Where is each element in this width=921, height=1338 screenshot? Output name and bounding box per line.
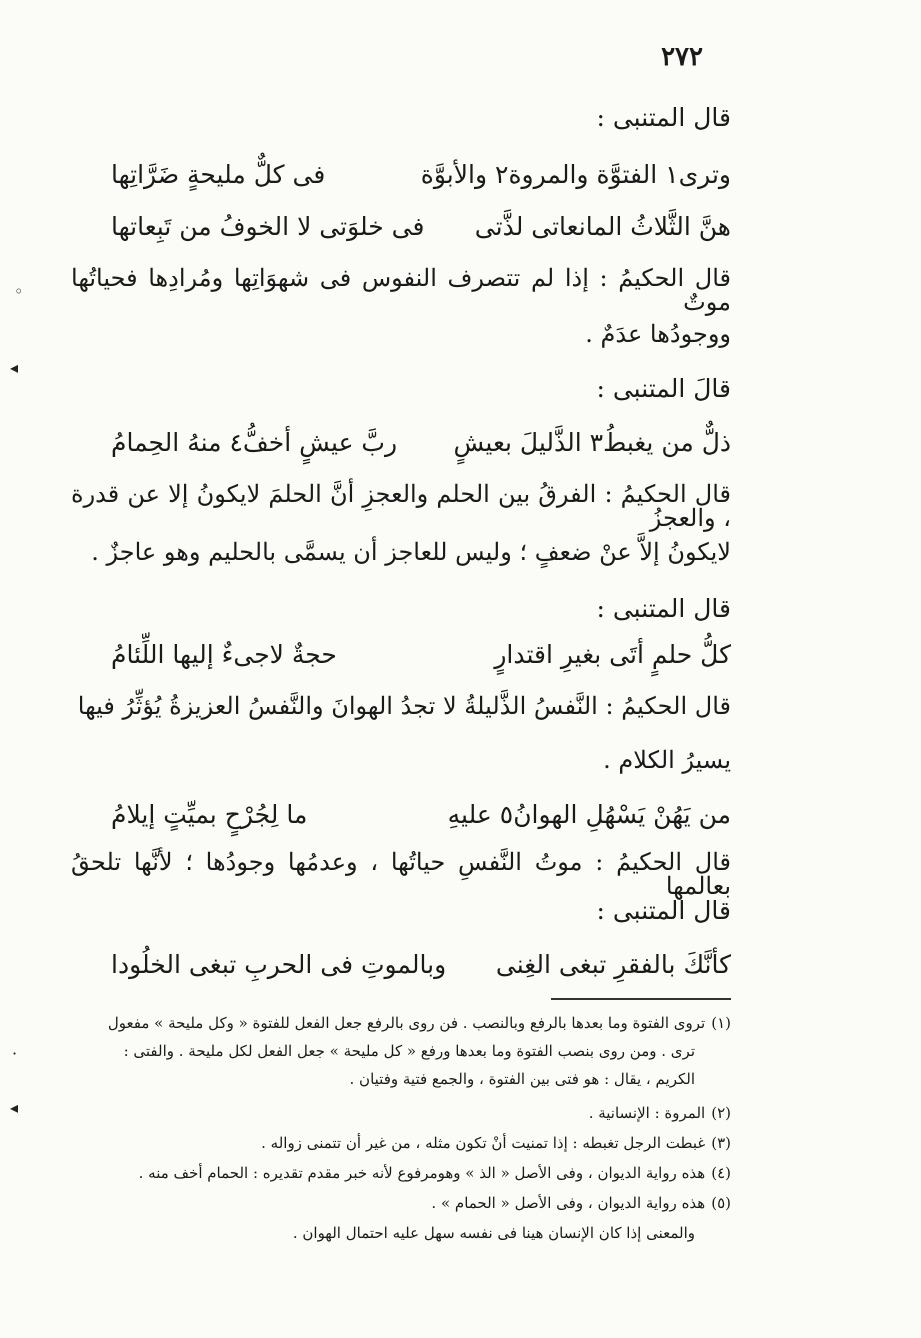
verse-2 (111, 212, 731, 241)
verse-1-second-hemistich: فى كلٌّ مليحةٍ ضَرَّاتِها (111, 160, 326, 189)
footnote-3-text: غبطت الرجل تغبطه : إذا تمنيت أنْ تكون مثله ، من غير أن تتمنى زواله . (261, 1134, 706, 1152)
speaker-hakim-1: قال الحكيمُ : (599, 264, 731, 292)
footnote-1-text: تروى الفتوة وما بعدها بالرفع وبالنصب . فن روى بالرفع جعل الفعل للفتوة « وكل مليحة » مفعول (107, 1014, 706, 1032)
hakim-commentary-4-line-1 (71, 850, 731, 898)
footnote-3 (71, 1136, 731, 1151)
footnote-3-number: (٣) (711, 1134, 731, 1152)
verse-5-second-hemistich: ما لِجُرْحٍ بميِّتٍ إيلامُ (111, 800, 308, 829)
footnote-5-text: هذه رواية الديوان ، وفى الأصل « الحمام » . (431, 1194, 706, 1212)
footnote-2 (71, 1106, 731, 1121)
verse-5-first-hemistich: من يَهُنْ يَسْهُلِ الهوانُ٥ عليهِ (447, 800, 731, 829)
hakim-commentary-3-line-1 (71, 694, 731, 718)
hakim-commentary-2-line-2: لايكونُ إلاَّ عنْ ضعفٍ ؛ وليس للعاجز أن يسمَّى بالحليم وهو عاجزٌ . (91, 538, 731, 566)
verse-3-second-hemistich: ربَّ عيشٍ أخفُّ٤ منهُ الحِمامُ (111, 428, 398, 457)
margin-speck-icon: ◂ (10, 358, 19, 377)
hakim-commentary-2-line-1 (71, 482, 731, 530)
footnote-1-line-3: الكريم ، يقال : هو فتى بين الفتوة ، والجمع فتية وفتيان . (349, 1070, 695, 1088)
page-number: ٢٧٢ (661, 42, 703, 72)
hakim-commentary-3-line-2: يسيرُ الكلام . (603, 746, 731, 774)
footnote-1-number: (١) (711, 1014, 731, 1032)
footnote-5-number: (٥) (711, 1194, 731, 1212)
hakim-commentary-4-text: موتُ النَّفسِ حياتُها ، وعدمُها وجودُها ؛ لأنَّها تلحقُ بعالمها (71, 848, 731, 900)
footnote-separator-rule (551, 998, 731, 1000)
margin-speck-icon: · (12, 1044, 18, 1063)
verse-2-first-hemistich: هنَّ الثَّلاثُ المانعاتى لذَّتى (474, 212, 731, 241)
verse-6-first-hemistich: كأنَّكَ بالفقرِ تبغى الغِنى (495, 950, 731, 979)
hakim-commentary-3-text: النَّفسُ الذَّليلةُ لا تجدُ الهوانَ والنَّفسُ العزيزةُ يُؤثِّرُ فيها (77, 692, 598, 720)
verse-1 (111, 160, 731, 189)
hakim-commentary-1-text: إذا لم تتصرف النفوس فى شهوَاتِها ومُرادِها فحياتُها موتٌ (71, 264, 731, 316)
verse-6 (111, 950, 731, 979)
footnote-1-line-2: ترى . ومن روى بنصب الفتوة وما بعدها ورفع « كل مليحة » جعل الفعل لكل مليحة . والفتى : (123, 1042, 695, 1060)
footnote-5 (71, 1196, 731, 1211)
margin-speck-icon: ◦ (14, 282, 24, 301)
footnote-2-text: المروة : الإنسانية . (588, 1104, 706, 1122)
footnote-1-line-1 (71, 1016, 731, 1031)
hakim-commentary-2-text: الفرقُ بين الحلم والعجزِ أنَّ الحلمَ لايكونُ إلا عن قدرة ، والعجزُ (71, 480, 731, 532)
verse-4-first-hemistich: كلُّ حلمٍ أتَى بغيرِ اقتدارٍ (494, 640, 731, 669)
verse-5 (111, 800, 731, 829)
verse-2-second-hemistich: فى خلوَتى لا الخوفُ من تَبِعاتها (111, 212, 425, 241)
verse-4 (111, 640, 731, 669)
speaker-hakim-3: قال الحكيمُ : (605, 692, 731, 720)
hakim-commentary-1-line-1 (71, 266, 731, 314)
verse-3 (111, 428, 731, 457)
speaker-mutanabbi-4: قال المتنبى : (596, 896, 731, 925)
verse-3-first-hemistich: ذلٌّ من يغبطُ٣ الذَّليلَ بعيشٍ (453, 428, 731, 457)
footnote-5-line-2: والمعنى إذا كان الإنسان هينا فى نفسه سهل عليه احتمال الهوان . (292, 1224, 695, 1242)
speaker-mutanabbi-2: قالَ المتنبى : (596, 374, 731, 403)
speaker-mutanabbi-1: قال المتنبى : (596, 103, 731, 132)
speaker-hakim-4: قال الحكيمُ : (595, 848, 731, 876)
verse-1-first-hemistich: وترى١ الفتوَّة والمروة٢ والأبوَّة (420, 160, 731, 189)
footnote-2-number: (٢) (711, 1104, 731, 1122)
hakim-commentary-1-line-2: ووجودُها عدَمٌ . (585, 320, 731, 348)
margin-speck-icon: ◂ (10, 1098, 19, 1117)
verse-4-second-hemistich: حجةٌ لاجىءٌ إليها اللِّئامُ (111, 640, 337, 669)
speaker-mutanabbi-3: قال المتنبى : (596, 594, 731, 623)
verse-6-second-hemistich: وبالموتِ فى الحربِ تبغى الخلُودا (111, 950, 447, 979)
footnote-4-number: (٤) (711, 1164, 731, 1182)
footnote-4 (71, 1166, 731, 1181)
speaker-hakim-2: قال الحكيمُ : (604, 480, 731, 508)
footnote-4-text: هذه رواية الديوان ، وفى الأصل « الذ » وهومرفوع لأنه خبر مقدم تقديره : الحمام أخف منه . (138, 1164, 706, 1182)
